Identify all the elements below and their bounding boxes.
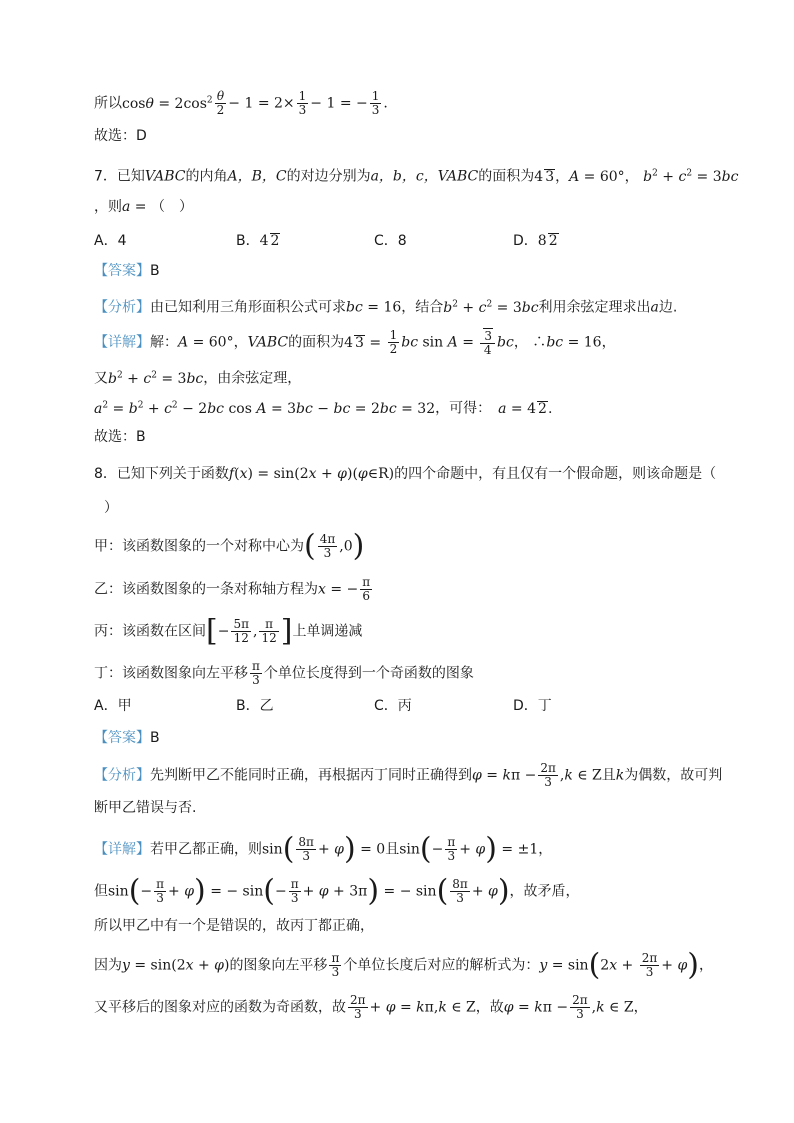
formula-line-cos: 所以$\cos\theta = 2\cos^2$ $\frac{\theta}{2}$ − 1 = 2× $\frac{1}{3}$ − 1 = − $\frac{1}{3}$ . [94, 89, 388, 118]
question-7-analysis: 【分析】由已知利用三角形面积公式可求bc = 16，结合$b^2 + c^2 = 3bc$利用余弦定理求出a边. [94, 299, 678, 316]
question-7-answer: 【答案】B [94, 263, 160, 279]
proposition-jia: 甲：该函数图象的一个对称中心为( $\frac{4\pi}{3}$ ,0) [94, 528, 365, 564]
q7-option-c[interactable]: C．8 [374, 233, 407, 249]
proposition-bing: 丙：该函数在区间[− $\frac{5\pi}{12}$ , $\frac{\pi}{12}$ ]上单调递减 [94, 613, 363, 649]
question-8-options [94, 696, 714, 716]
question-8-answer: 【答案】B [94, 730, 160, 746]
q7-option-b[interactable]: B．4 2 [236, 233, 280, 249]
question-8-detail: 【详解】若甲乙都正确，则sin( $\frac{8\pi}{3}$ + φ) = 0且sin(− $\frac{\pi}{3}$ + φ) = ±1， [94, 831, 553, 867]
question-8-analysis: 【分析】先判断甲乙不能同时正确，再根据丙丁同时正确得到φ = kπ − $\frac{2\pi}{3}$ ,k ∈ Z且k为偶数，故可判 [94, 761, 723, 789]
question-7-options [94, 231, 714, 251]
question-7-detail-3: $a^2 = b^2 + c^2 - 2bc$ cos A = 3bc − bc = 2bc = 32，可得： a = 4 2. [94, 400, 553, 417]
question-7-detail: 【详解】解：A = 60°，VABC的面积为4 3 = $\frac{1}{2}$ bc sin A = $\frac{3}{4}$ bc， ∴bc = 16， [94, 328, 616, 357]
proposition-ding: 丁：该函数图象向左平移 $\frac{\pi}{3}$ 个单位长度得到一个奇函数的图象 [94, 659, 474, 687]
question-7-stem: 7．已知VABC的内角A，B，C的对边分别为a，b，c，VABC的面积为4 3，A = 60°， $b^2 + c^2 = 3bc$ [94, 168, 739, 185]
proposition-yi: 乙：该函数图象的一条对称轴方程为x = − $\frac{\pi}{6}$ [94, 575, 371, 603]
question-8-detail-3: 所以甲乙中有一个是错误的，故丙丁都正确， [94, 918, 374, 934]
q8-option-d[interactable]: D．丁 [513, 698, 552, 714]
question-8-detail-4: 因为y = sin(2x + φ)的图象向左平移 $\frac{\pi}{3}$ 个单位长度后对应的解析式为：y = sin(2x + $\frac{2\pi}{3}$ + φ)， [94, 947, 713, 983]
question-7-detail-2: 又$b^2 + c^2 = 3bc$，由余弦定理， [94, 370, 302, 387]
question-8-detail-5: 又平移后的图象对应的函数为奇函数，故 $\frac{2\pi}{3}$ + φ = kπ,k ∈ Z，故φ = kπ − $\frac{2\pi}{3}$ ,k ∈ Z， [94, 993, 648, 1021]
q7-option-a[interactable]: A．4 [94, 233, 127, 249]
question-7-stem-cont: ，则a = （ ） [94, 199, 193, 215]
q8-option-a[interactable]: A．甲 [94, 698, 132, 714]
q8-option-c[interactable]: C．丙 [374, 698, 412, 714]
question-8-analysis-cont: 断甲乙错误与否. [94, 800, 197, 816]
q7-option-d[interactable]: D．8 2 [513, 233, 558, 249]
question-8-stem: 8．已知下列关于函数f(x) = sin(2x + φ)(φ∈R)的四个命题中，有且仅有一个假命题，则该命题是（ [94, 466, 717, 482]
question-7-choose: 故选：B [94, 429, 146, 445]
question-8-stem-cont: ） [104, 500, 118, 516]
question-8-detail-2: 但sin(− $\frac{\pi}{3}$ + φ) = − sin(− $\frac{\pi}{3}$ + φ + 3π) = − sin( $\frac{8\pi}{3}$ + φ)，故矛盾， [94, 873, 580, 909]
choice-line: 故选：D [94, 128, 147, 144]
q8-option-b[interactable]: B．乙 [236, 698, 274, 714]
